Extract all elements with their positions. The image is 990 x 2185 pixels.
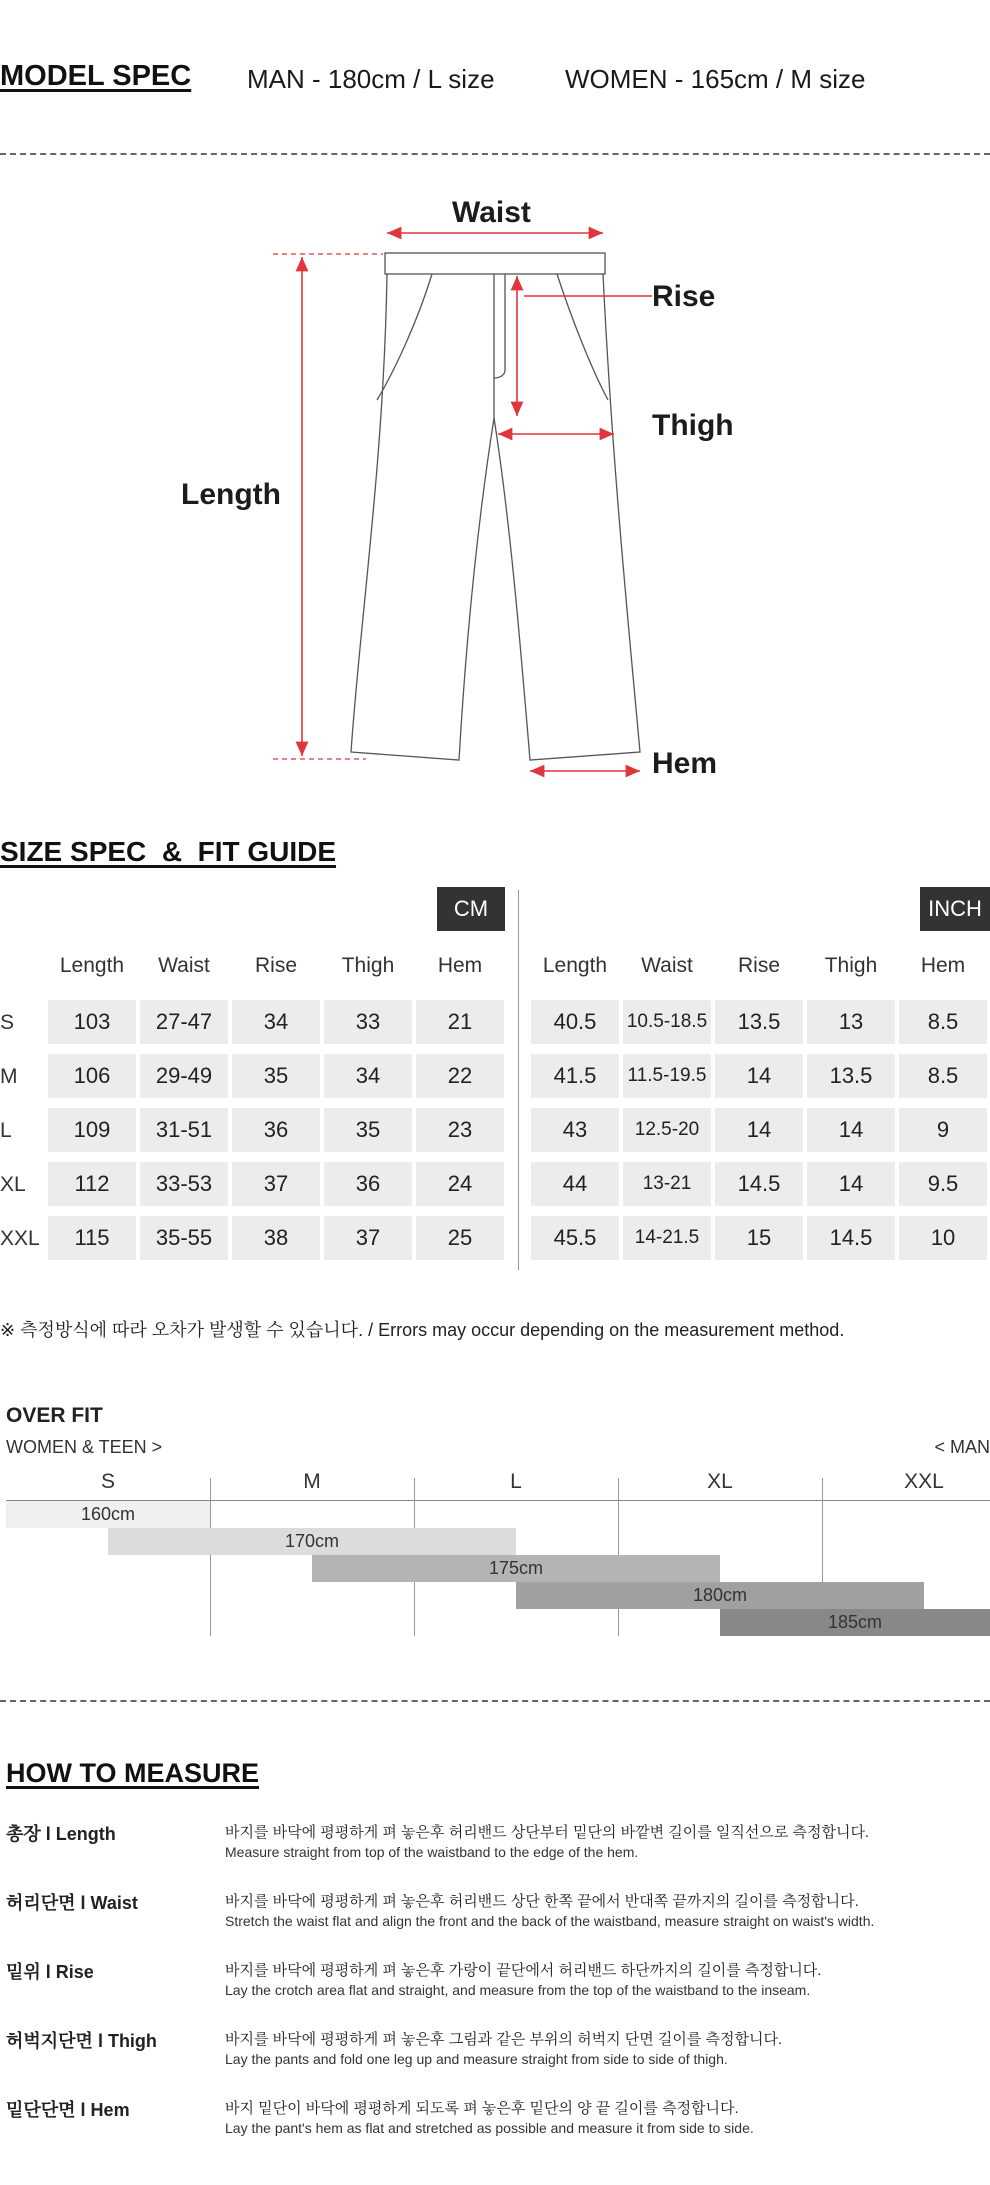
cm-tag: CM bbox=[437, 887, 505, 931]
size-row-label: L bbox=[0, 1119, 12, 1142]
cm-cell: 36 bbox=[232, 1108, 320, 1152]
cm-cell: 34 bbox=[232, 1000, 320, 1044]
cm-cell: 38 bbox=[232, 1216, 320, 1260]
fit-height-bar: 160cm bbox=[6, 1501, 210, 1528]
inch-cell: 10.5-18.5 bbox=[623, 1000, 711, 1044]
measurement-note: ※ 측정방식에 따라 오차가 발생할 수 있습니다. / Errors may occur depending on the measurement method. bbox=[0, 1320, 845, 1340]
inch-cell: 13 bbox=[807, 1000, 895, 1044]
cm-cell: 36 bbox=[324, 1162, 412, 1206]
cm-cell: 103 bbox=[48, 1000, 136, 1044]
inch-cell: 8.5 bbox=[899, 1000, 987, 1044]
cm-col-header: Rise bbox=[254, 954, 297, 977]
thigh-label: Thigh bbox=[652, 409, 734, 442]
measure-desc-en: Measure straight from top of the waistband to the edge of the hem. bbox=[225, 1844, 639, 1860]
inch-col-header: Hem bbox=[920, 954, 966, 977]
hem-label: Hem bbox=[652, 747, 718, 780]
inch-cell: 13.5 bbox=[715, 1000, 803, 1044]
cm-col-header: Waist bbox=[158, 954, 210, 977]
cm-cell: 29-49 bbox=[140, 1054, 228, 1098]
inch-tag: INCH bbox=[920, 887, 990, 931]
model-spec-title: MODEL SPEC bbox=[0, 60, 192, 92]
cm-cell: 37 bbox=[324, 1216, 412, 1260]
inch-col-header: Thigh bbox=[824, 954, 878, 977]
measure-title: 밑위 l Rise bbox=[6, 1962, 94, 1982]
length-label: Length bbox=[181, 478, 281, 511]
cm-cell: 37 bbox=[232, 1162, 320, 1206]
inch-cell: 44 bbox=[531, 1162, 619, 1206]
cm-cell: 112 bbox=[48, 1162, 136, 1206]
inch-cell: 43 bbox=[531, 1108, 619, 1152]
rise-label: Rise bbox=[652, 280, 716, 313]
measure-title: 허벅지단면 l Thigh bbox=[6, 2031, 157, 2051]
cm-cell: 25 bbox=[416, 1216, 504, 1260]
inch-cell: 14.5 bbox=[715, 1162, 803, 1206]
size-row-label: S bbox=[0, 1011, 15, 1034]
inch-col-header: Waist bbox=[641, 954, 693, 977]
cm-cell: 33-53 bbox=[140, 1162, 228, 1206]
inch-cell: 41.5 bbox=[531, 1054, 619, 1098]
model-spec-man: MAN - 180cm / L size bbox=[247, 64, 495, 94]
cm-cell: 27-47 bbox=[140, 1000, 228, 1044]
measure-desc-en: Lay the pant's hem as flat and stretched as possible and measure it from side to side. bbox=[225, 2120, 754, 2136]
fit-grid-line bbox=[210, 1478, 211, 1636]
cm-cell: 106 bbox=[48, 1054, 136, 1098]
cm-cell: 23 bbox=[416, 1108, 504, 1152]
cm-cell: 35 bbox=[232, 1054, 320, 1098]
inch-cell: 14.5 bbox=[807, 1216, 895, 1260]
section-divider-2 bbox=[0, 1700, 990, 1702]
inch-cell: 11.5-19.5 bbox=[623, 1054, 711, 1098]
inch-col-header: Rise bbox=[737, 954, 780, 977]
cm-col-header: Length bbox=[59, 954, 125, 977]
inch-cell: 13-21 bbox=[623, 1162, 711, 1206]
cm-cell: 21 bbox=[416, 1000, 504, 1044]
inch-cell: 40.5 bbox=[531, 1000, 619, 1044]
section-divider bbox=[0, 153, 990, 155]
size-row-label: XL bbox=[0, 1173, 26, 1196]
fit-size-label: XL bbox=[707, 1470, 733, 1493]
fit-size-label: M bbox=[303, 1470, 321, 1493]
inch-cell: 9 bbox=[899, 1108, 987, 1152]
pants-diagram bbox=[0, 160, 990, 800]
inch-cell: 12.5-20 bbox=[623, 1108, 711, 1152]
cm-cell: 22 bbox=[416, 1054, 504, 1098]
measure-desc-ko: 바지를 바닥에 평평하게 펴 놓은후 허리밴드 상단 한쪽 끝에서 반대쪽 끝까지의 길이를 측정합니다. bbox=[225, 1893, 859, 1910]
inch-cell: 9.5 bbox=[899, 1162, 987, 1206]
fit-size-label: S bbox=[100, 1470, 115, 1493]
measure-desc-ko: 바지 밑단이 바닥에 평평하게 되도록 펴 놓은후 밑단의 양 끝 길이를 측정합니다. bbox=[225, 2100, 739, 2117]
inch-cell: 15 bbox=[715, 1216, 803, 1260]
inch-cell: 8.5 bbox=[899, 1054, 987, 1098]
inch-cell: 14-21.5 bbox=[623, 1216, 711, 1260]
cm-cell: 33 bbox=[324, 1000, 412, 1044]
measure-desc-ko: 바지를 바닥에 평평하게 펴 놓은후 그림과 같은 부위의 허벅지 단면 길이를 측정합니다. bbox=[225, 2031, 783, 2048]
measure-desc-en: Lay the pants and fold one leg up and measure straight from side to side of thigh. bbox=[225, 2051, 728, 2067]
cm-cell: 115 bbox=[48, 1216, 136, 1260]
measure-desc-en: Stretch the waist flat and align the front and the back of the waistband, measure straight on waist's width. bbox=[225, 1913, 875, 1929]
cm-cell: 35 bbox=[324, 1108, 412, 1152]
inch-cell: 14 bbox=[715, 1054, 803, 1098]
waist-label: Waist bbox=[452, 196, 531, 229]
size-row-label: XXL bbox=[0, 1227, 40, 1250]
cm-col-header: Hem bbox=[437, 954, 483, 977]
cm-col-header: Thigh bbox=[341, 954, 395, 977]
fit-title: OVER FIT bbox=[6, 1404, 103, 1427]
inch-cell: 10 bbox=[899, 1216, 987, 1260]
cm-cell: 24 bbox=[416, 1162, 504, 1206]
inch-cell: 45.5 bbox=[531, 1216, 619, 1260]
fit-height-bar: 170cm bbox=[108, 1528, 516, 1555]
inch-cell: 14 bbox=[807, 1108, 895, 1152]
fit-height-bar: 175cm bbox=[312, 1555, 720, 1582]
measure-desc-en: Lay the crotch area flat and straight, and measure from the top of the waistband to the inseam. bbox=[225, 1982, 811, 1998]
size-row-label: M bbox=[0, 1065, 18, 1088]
fit-right-label: < MAN bbox=[934, 1437, 990, 1457]
inch-cell: 13.5 bbox=[807, 1054, 895, 1098]
measure-title: 밑단단면 l Hem bbox=[6, 2100, 130, 2120]
inch-cell: 14 bbox=[807, 1162, 895, 1206]
size-spec-title: SIZE SPEC & FIT GUIDE bbox=[0, 836, 337, 867]
measure-desc-ko: 바지를 바닥에 평평하게 펴 놓은후 가랑이 끝단에서 허리밴드 하단까지의 길이를 측정합니다. bbox=[225, 1962, 822, 1979]
how-to-title: HOW TO MEASURE bbox=[6, 1758, 260, 1788]
measure-desc-ko: 바지를 바닥에 평평하게 펴 놓은후 허리밴드 상단부터 밑단의 바깥변 길이를 일직선으로 측정합니다. bbox=[225, 1824, 870, 1841]
fit-height-bar: 180cm bbox=[516, 1582, 924, 1609]
measure-title: 총장 l Length bbox=[6, 1824, 116, 1844]
fit-size-label: L bbox=[510, 1470, 522, 1493]
cm-cell: 109 bbox=[48, 1108, 136, 1152]
inch-cell: 14 bbox=[715, 1108, 803, 1152]
fit-left-label: WOMEN & TEEN > bbox=[6, 1437, 163, 1457]
model-spec-women: WOMEN - 165cm / M size bbox=[565, 64, 866, 94]
measure-title: 허리단면 l Waist bbox=[6, 1893, 138, 1913]
fit-height-bar: 185cm bbox=[720, 1609, 990, 1636]
inch-col-header: Length bbox=[542, 954, 608, 977]
cm-cell: 31-51 bbox=[140, 1108, 228, 1152]
cm-cell: 35-55 bbox=[140, 1216, 228, 1260]
fit-size-label: XXL bbox=[904, 1470, 944, 1493]
cm-cell: 34 bbox=[324, 1054, 412, 1098]
unit-divider bbox=[518, 890, 519, 1270]
pants-outline bbox=[351, 253, 640, 760]
